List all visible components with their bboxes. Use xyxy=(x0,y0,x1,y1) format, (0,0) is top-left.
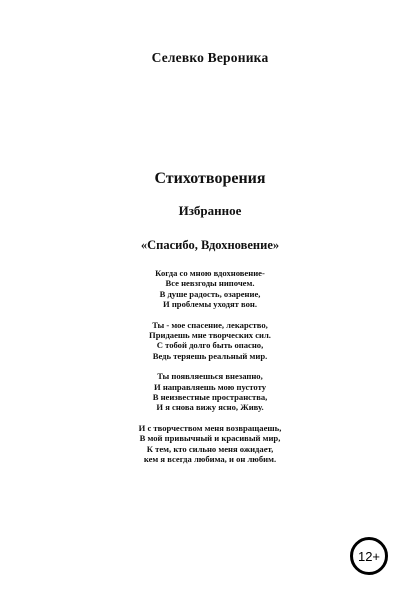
poem-line: И направляешь мою пустоту xyxy=(153,381,266,392)
stanza-3 xyxy=(0,371,420,413)
poem-line: С тобой долго быть опасно, xyxy=(156,340,264,351)
stanza-1 xyxy=(0,268,420,310)
poem-line: К тем, кто сильно меня ожидает, xyxy=(146,443,274,454)
poem-body xyxy=(0,268,420,475)
poem-line: В мой привычный и красивый мир, xyxy=(139,433,281,444)
book-subtitle: Избранное xyxy=(178,203,242,218)
poem-line: Ведь теряешь реальный мир. xyxy=(152,350,268,361)
author-name: Селевко Вероника xyxy=(151,50,269,65)
poem-line: И я снова вижу ясно, Живу. xyxy=(156,402,264,413)
poem-line: Все невзгоды нипочем. xyxy=(165,278,255,289)
poem-line: В неизвестные пространства, xyxy=(152,392,268,403)
stanza-2 xyxy=(0,320,420,362)
poem-title: «Спасибо, Вдохновение» xyxy=(140,238,280,252)
poem-line: Ты появляешься внезапно, xyxy=(157,371,263,382)
stanza-4 xyxy=(0,423,420,465)
poem-line: И проблемы уходят вон. xyxy=(163,299,257,310)
poem-line: кем я всегда любима, и он любим. xyxy=(143,454,277,465)
age-rating-badge: 12+ xyxy=(350,537,388,575)
poem-line: И с творчеством меня возвращаешь, xyxy=(138,422,282,433)
poem-line: Ты - мое спасение, лекарство, xyxy=(152,319,268,330)
poem-line: Когда со мною вдохновение- xyxy=(155,268,265,278)
poem-line: Придаешь мне творческих сил. xyxy=(149,330,271,341)
book-title: Стихотворения xyxy=(154,170,266,187)
poem-line: В душе радость, озарение, xyxy=(159,288,261,299)
